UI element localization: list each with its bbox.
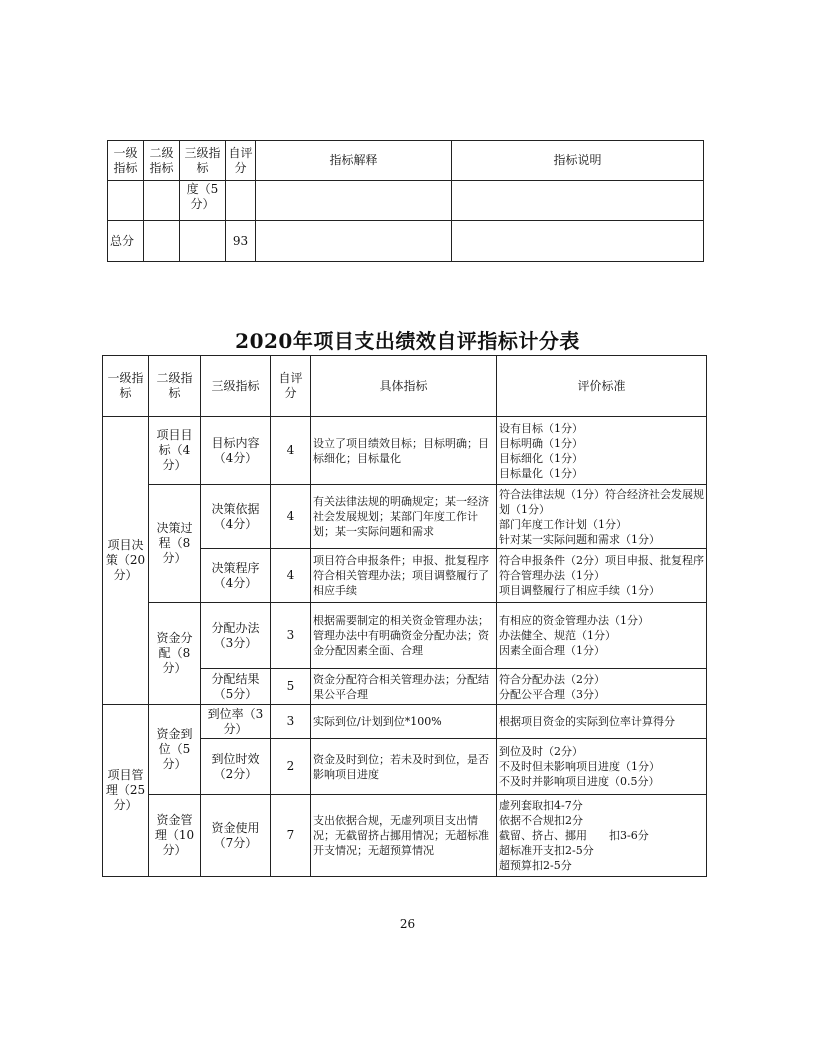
total-score: 93 — [226, 221, 256, 262]
indicator-cell: 实际到位/计划到位*100% — [311, 705, 497, 739]
continuation-table — [107, 140, 704, 262]
criteria-line: 因素全面合理（1分） — [499, 644, 605, 657]
criteria-line: 目标细化（1分） — [499, 451, 583, 465]
indicator-cell: 设立了项目绩效目标；目标明确；目标细化；目标量化 — [311, 417, 497, 485]
header-explanation: 指标解释 — [256, 141, 452, 181]
score-cell: 3 — [271, 705, 311, 739]
table-row — [103, 417, 707, 485]
level3-cell: 到位时效（2分） — [201, 739, 271, 795]
criteria-line: 符合法律法规（1分）符合经济社会发展规划（1分） — [499, 487, 704, 516]
header-level2: 二级指标 — [149, 356, 201, 417]
criteria-line: 办法健全、规范（1分） — [499, 629, 616, 642]
criteria-line: 到位及时（2分） — [499, 745, 583, 758]
header-level3: 三级指标 — [201, 356, 271, 417]
total-row — [108, 221, 704, 262]
score-cell: 2 — [271, 739, 311, 795]
score-cell: 5 — [271, 669, 311, 705]
level3-cell: 决策依据（4分） — [201, 485, 271, 549]
header-row — [103, 356, 707, 417]
level1-cell: 项目决策（20分） — [103, 417, 149, 705]
indicator-cell: 资金分配符合相关管理办法；分配结果公平合理 — [311, 669, 497, 705]
score-cell: 3 — [271, 603, 311, 669]
criteria-cell — [497, 417, 707, 485]
score-cell: 4 — [271, 485, 311, 549]
criteria-line: 符合申报条件（2分）项目申报、批复程序符合管理办法（1分） — [499, 554, 704, 582]
score-cell: 4 — [271, 549, 311, 603]
criteria-cell — [497, 795, 707, 877]
criteria-line: 超预算扣2-5分 — [499, 859, 572, 872]
indicator-cell: 有关法律法规的明确规定；某一经济社会发展规划；某部门年度工作计划；某一实际问题和需求 — [311, 485, 497, 549]
criteria-line: 不及时但未影响项目进度（1分） — [499, 760, 660, 773]
criteria-line: 符合分配办法（2分） — [499, 672, 605, 686]
criteria-line: 项目调整履行了相应手续（1分） — [499, 584, 660, 597]
table-row — [103, 705, 707, 739]
indicator-cell: 资金及时到位；若未及时到位，是否影响项目进度 — [311, 739, 497, 795]
criteria-line: 针对某一实际问题和需求（1分） — [499, 532, 660, 546]
indicator-cell: 项目符合申报条件；申报、批复程序符合相关管理办法；项目调整履行了相应手续 — [311, 549, 497, 603]
criteria-line: 有相应的资金管理办法（1分） — [499, 614, 649, 627]
header-description: 指标说明 — [452, 141, 704, 181]
level2-cell: 项目目标（4分） — [149, 417, 201, 485]
total-label: 总分 — [108, 221, 144, 262]
criteria-line: 根据项目资金的实际到位率计算得分 — [499, 715, 675, 728]
indicator-cell: 根据需要制定的相关资金管理办法；管理办法中有明确资金分配办法；资金分配因素全面、合理 — [311, 603, 497, 669]
table-row — [103, 603, 707, 669]
criteria-line: 超标准开支扣2-5分 — [499, 844, 594, 857]
table-row — [108, 181, 704, 221]
level3-cell: 分配办法（3分） — [201, 603, 271, 669]
criteria-line: 依据不合规扣2分 — [499, 814, 583, 827]
level3-cell: 决策程序（4分） — [201, 549, 271, 603]
page-title: 2020年项目支出绩效自评指标计分表 — [235, 329, 580, 353]
level1-cell: 项目管理（25分） — [103, 705, 149, 877]
criteria-line: 分配公平合理（3分） — [499, 687, 605, 701]
score-table — [102, 355, 707, 877]
header-level3: 三级指标 — [180, 141, 226, 181]
criteria-line: 不及时并影响项目进度（0.5分） — [499, 775, 660, 788]
header-level2: 二级指标 — [144, 141, 180, 181]
table-row — [103, 795, 707, 877]
criteria-line: 部门年度工作计划（1分） — [499, 517, 627, 531]
criteria-line: 截留、挤占、挪用 扣3-6分 — [499, 829, 649, 842]
criteria-line: 虚列套取扣4-7分 — [499, 799, 583, 812]
level2-cell: 资金到位（5分） — [149, 705, 201, 795]
header-indicator: 具体指标 — [311, 356, 497, 417]
criteria-line: 目标量化（1分） — [499, 466, 583, 480]
page-number: 26 — [399, 917, 416, 931]
level2-cell: 决策过程（8分） — [149, 485, 201, 603]
level2-cell: 资金分配（8分） — [149, 603, 201, 705]
criteria-cell — [497, 603, 707, 669]
level3-cell: 到位率（3分） — [201, 705, 271, 739]
header-score: 自评分 — [226, 141, 256, 181]
table-row — [103, 485, 707, 549]
level3-cell: 度（5分） — [180, 181, 226, 221]
criteria-cell — [497, 705, 707, 739]
level3-cell: 目标内容（4分） — [201, 417, 271, 485]
criteria-cell — [497, 549, 707, 603]
level2-cell: 资金管理（10分） — [149, 795, 201, 877]
indicator-cell: 支出依据合规，无虚列项目支出情况；无截留挤占挪用情况；无超标准开支情况；无超预算情况 — [311, 795, 497, 877]
level3-cell: 资金使用（7分） — [201, 795, 271, 877]
header-criteria: 评价标准 — [497, 356, 707, 417]
level3-cell: 分配结果（5分） — [201, 669, 271, 705]
header-score: 自评分 — [271, 356, 311, 417]
criteria-cell — [497, 485, 707, 549]
score-cell: 4 — [271, 417, 311, 485]
criteria-line: 目标明确（1分） — [499, 436, 583, 450]
header-level1: 一级指标 — [103, 356, 149, 417]
criteria-cell — [497, 669, 707, 705]
criteria-cell — [497, 739, 707, 795]
header-level1: 一级指标 — [108, 141, 144, 181]
criteria-line: 设有目标（1分） — [499, 421, 583, 435]
score-cell: 7 — [271, 795, 311, 877]
